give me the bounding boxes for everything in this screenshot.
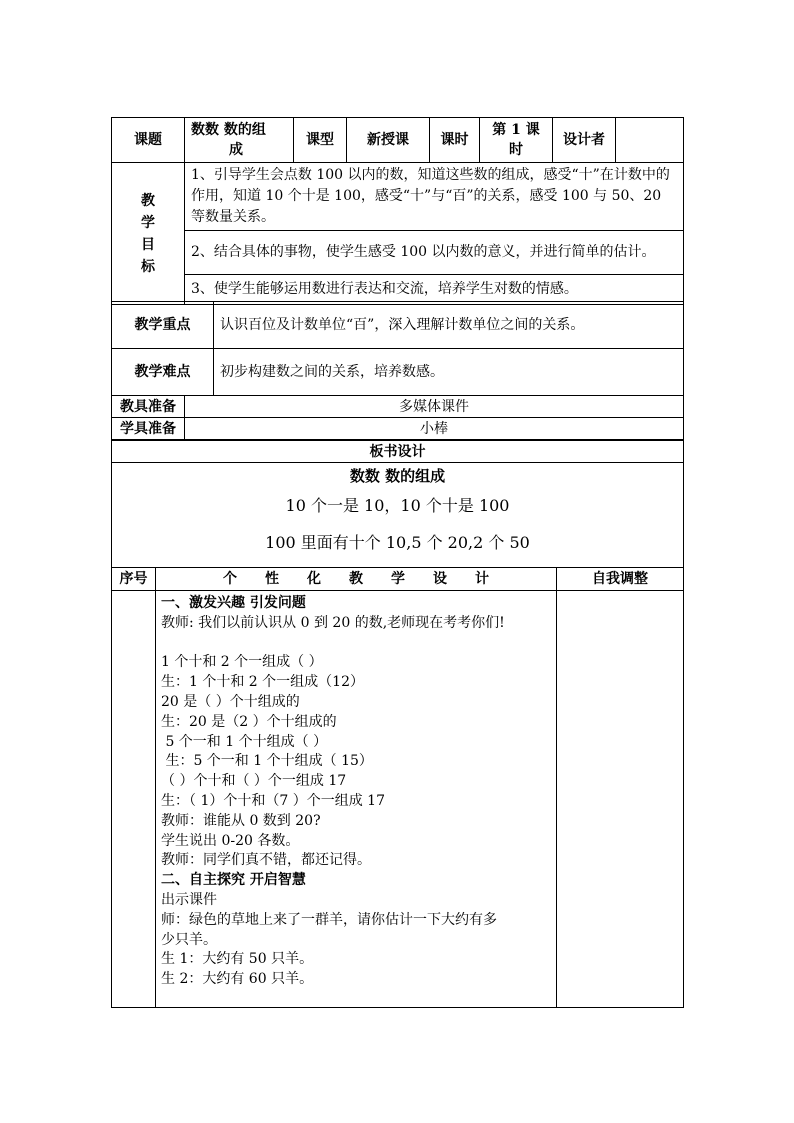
board-content	[112, 463, 684, 568]
tools-value: 多媒体课件	[185, 396, 684, 418]
topic-value	[185, 118, 294, 163]
keypoint-label: 教学重点	[112, 302, 214, 349]
lesson-header-table	[111, 117, 684, 163]
design-line: 生：5 个一和 1 个十组成（ 15）	[161, 753, 373, 770]
objective-item-3: 3、使学生能够运用数进行表达和交流，培养学生对数的情感。	[185, 275, 684, 305]
objectives-table	[111, 162, 684, 305]
student-tools-label: 学具准备	[112, 418, 185, 440]
keypoint-text: 认识百位及计数单位“百”，深入理解计数单位之间的关系。	[214, 302, 684, 349]
period-value	[480, 118, 553, 163]
design-line: 生：20 是（2 ）个十组成的	[161, 713, 337, 730]
design-line: 1 个十和 2 个一组成（ ）	[161, 654, 323, 671]
period-value-line1: 第 1 课	[492, 122, 540, 138]
sequence-cell	[112, 591, 156, 1008]
board-design-table	[111, 440, 684, 568]
objectives-label-char-4: 标	[141, 258, 155, 275]
designer-label: 设计者	[553, 118, 616, 163]
preparation-table	[111, 395, 684, 440]
design-line: 学生说出 0-20 各数。	[161, 832, 300, 849]
difficulty-text: 初步构建数之间的关系，培养数感。	[214, 349, 684, 396]
objectives-label-char-3: 目	[141, 236, 155, 253]
design-line: 教师：同学们真不错，都还记得。	[161, 852, 371, 869]
design-line	[161, 634, 556, 654]
design-line: 生 2：大约有 60 只羊。	[161, 971, 314, 988]
design-line: 出示课件	[161, 891, 217, 908]
self-adjustment-cell	[557, 591, 684, 1008]
key-points-table	[111, 301, 684, 396]
design-line: 教师: 我们以前认识从 0 到 20 的数,老师现在考考你们!	[161, 614, 505, 631]
design-line: 教师：谁能从 0 数到 20?	[161, 812, 321, 829]
design-content	[156, 591, 557, 1008]
board-line-1: 10 个一是 10，10 个十是 100	[285, 496, 510, 515]
teaching-design-table	[111, 567, 684, 1008]
design-section-heading-2: 二、自主探究 开启智慧	[161, 872, 306, 889]
board-title: 数数 数的组成	[349, 467, 446, 485]
design-line: 生：（ 1）个十和（7 ）个一组成 17	[161, 792, 385, 809]
design-section-heading-1: 一、激发兴趣 引发问题	[161, 595, 306, 611]
designer-value	[616, 118, 684, 163]
design-line: 生 1：大约有 50 只羊。	[161, 951, 314, 968]
objective-item-2: 2、结合具体的事物，使学生感受 100 以内数的意义，并进行简单的估计。	[185, 231, 684, 275]
design-line: （ ）个十和（ ）个一组成 17	[161, 773, 347, 790]
design-line: 少只羊。	[161, 931, 217, 948]
period-value-line2: 时	[509, 142, 523, 158]
objectives-label-char-2: 学	[141, 214, 155, 231]
topic-label: 课题	[112, 118, 185, 163]
board-header: 板书设计	[112, 441, 684, 463]
objectives-label	[112, 163, 185, 305]
objectives-label-char-1: 教	[141, 192, 155, 209]
topic-value-line2: 成	[229, 142, 243, 158]
topic-value-line1: 数数 数的组	[191, 122, 266, 138]
column-design-header: 个 性 化 教 学 设 计	[156, 568, 557, 591]
student-tools-value: 小棒	[185, 418, 684, 440]
period-label: 课时	[430, 118, 480, 163]
design-line: 生：1 个十和 2 个一组成（12）	[161, 674, 364, 691]
column-sequence-header: 序号	[112, 568, 156, 591]
design-line: 5 个一和 1 个十组成（ ）	[161, 733, 328, 750]
type-value: 新授课	[347, 118, 430, 163]
type-label: 课型	[294, 118, 347, 163]
objective-item-1: 1、引导学生会点数 100 以内的数，知道这些数的组成，感受“十”在计数中的作用，知道 10 个十是 100，感受“十”与“百”的关系，感受 100 与 50、20 等数量关系。	[185, 163, 684, 231]
design-line: 20 是（ ）个十组成的	[161, 693, 300, 710]
difficulty-label: 教学难点	[112, 349, 214, 396]
tools-label: 教具准备	[112, 396, 185, 418]
column-adjustment-header: 自我调整	[557, 568, 684, 591]
board-line-2: 100 里面有十个 10,5 个 20,2 个 50	[265, 533, 530, 552]
design-line: 师：绿色的草地上来了一群羊，请你估计一下大约有多	[161, 911, 497, 928]
